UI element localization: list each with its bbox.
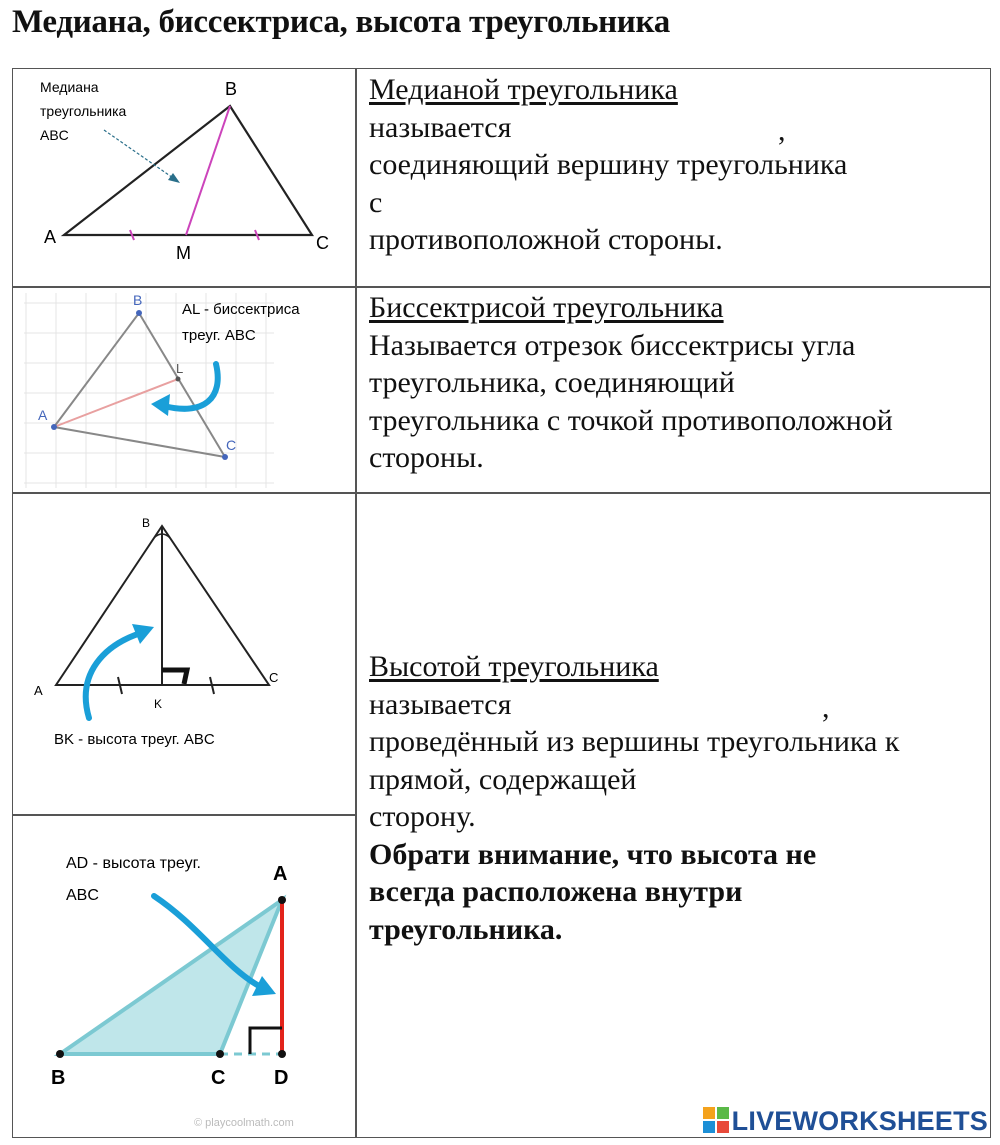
label-b: B	[133, 292, 143, 308]
label-b: B	[142, 516, 151, 530]
label-c: C	[316, 233, 329, 253]
bisector-text	[369, 289, 893, 477]
altitude-line-3: прямой, содержащей	[369, 762, 637, 796]
blue-arrow-head-icon	[151, 394, 170, 416]
right-angle-mark	[162, 670, 187, 684]
median-line-3: с	[369, 185, 383, 219]
altitude-note-1: Обрати внимание, что высота не	[369, 837, 817, 871]
page-title: Медиана, биссектриса, высота треугольника	[12, 4, 670, 40]
label-c: C	[269, 670, 279, 685]
bisector-line-3: треугольника с точкой противоположной	[369, 403, 893, 437]
liveworksheets-logo	[703, 1106, 988, 1137]
label-m: M	[176, 243, 191, 263]
bisector-heading: Биссектрисой треугольника	[369, 291, 724, 324]
median-line-1: называется	[369, 110, 512, 144]
median-text	[369, 71, 847, 259]
altitude-note-3: треугольника.	[369, 912, 563, 946]
label-c: C	[226, 437, 237, 453]
altitude-heading: Высотой треугольника	[369, 650, 659, 683]
bisector-figure	[14, 288, 354, 490]
label-a: A	[273, 863, 288, 885]
median-segment	[186, 106, 230, 235]
liveworksheets-logo-icon	[703, 1107, 729, 1133]
altitude-figure-2	[14, 816, 354, 1136]
bisector-line-4: стороны.	[369, 441, 484, 474]
label-a: A	[44, 227, 57, 247]
median-heading: Медианой треугольника	[369, 73, 678, 106]
altitude2-caption-1: AD - высота треуг.	[66, 855, 201, 872]
column-divider	[355, 68, 357, 1138]
median-figure	[14, 70, 354, 285]
altitude-line-1: называется	[369, 687, 512, 721]
arrow-head-icon	[168, 173, 180, 183]
blue-arrow-icon	[86, 632, 144, 718]
altitude-caption-1: BK - высота треуг. ABC	[54, 731, 215, 748]
right-angle-mark	[250, 1028, 282, 1054]
label-c: C	[211, 1067, 226, 1089]
median-triangle	[64, 106, 312, 235]
bisector-line-1: Называется отрезок биссектрисы угла	[369, 328, 856, 362]
altitude-note-2: всегда расположена внутри	[369, 875, 743, 908]
altitude-line-4: сторону.	[369, 800, 476, 833]
brand-text: LIVEWORKSHEETS	[731, 1106, 988, 1136]
median-line-2: соединяющий вершину треугольника	[369, 148, 848, 181]
median-line-4: противоположной стороны.	[369, 223, 723, 256]
median-caption-2: треугольника	[40, 103, 127, 119]
median-comma: ,	[778, 114, 786, 147]
median-caption-1: Медиана	[40, 79, 99, 95]
label-b: B	[225, 79, 238, 99]
median-caption-3: ABC	[40, 127, 69, 143]
watermark: © playcoolmath.com	[194, 1117, 294, 1129]
bisector-line-2: треугольника, соединяющий	[369, 366, 735, 399]
label-d: D	[274, 1067, 289, 1089]
altitude-figure-1	[14, 494, 354, 812]
label-b: B	[51, 1067, 66, 1089]
label-a: A	[38, 407, 48, 423]
label-l: L	[176, 361, 184, 376]
blue-arrow-icon	[164, 364, 218, 409]
label-k: K	[154, 697, 163, 711]
label-a: A	[34, 683, 43, 698]
altitude-text	[369, 648, 899, 948]
altitude-comma: ,	[822, 691, 830, 724]
bisector-caption-2: треуг. ABC	[182, 327, 256, 344]
altitude-line-2: проведённый из вершины треугольника к	[369, 725, 900, 758]
bisector-caption-1: AL - биссектриса	[182, 301, 300, 318]
altitude2-caption-2: ABC	[66, 887, 99, 904]
